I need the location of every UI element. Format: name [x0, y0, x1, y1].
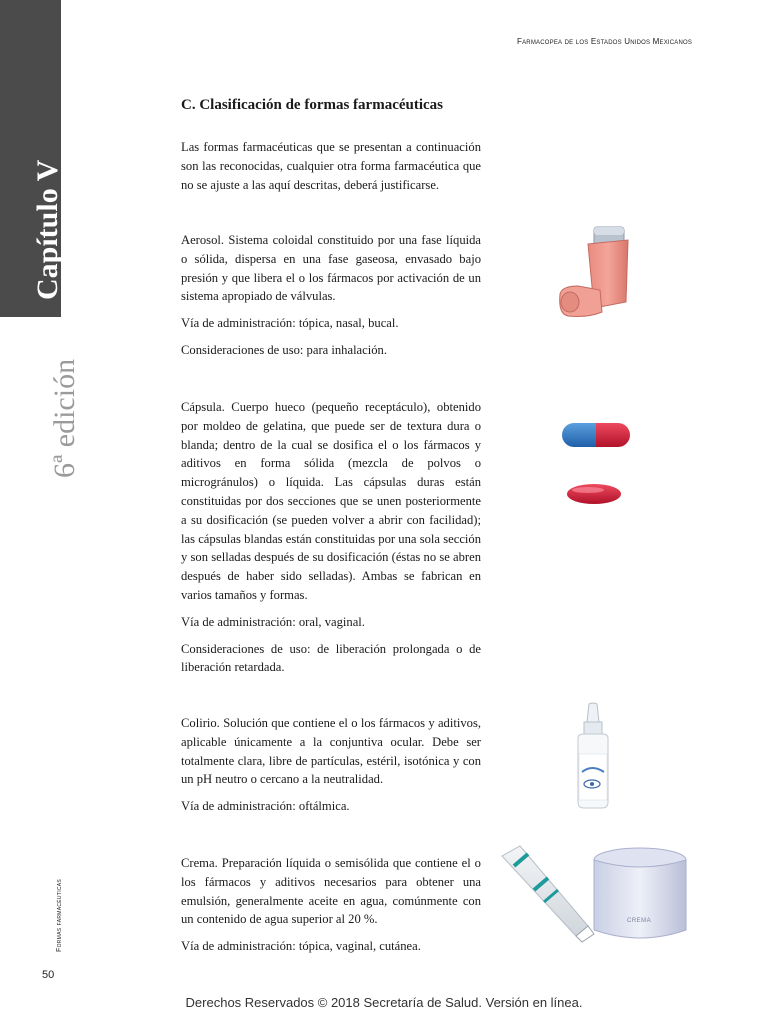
entry-consideraciones: Consideraciones de uso: de liberación prolongada o de liberación retardada.	[181, 641, 481, 675]
intro-paragraph: Las formas farmacéuticas que se presentan a continuación son las reconocidas, cualquier otra forma farmacéutica que no se ajuste a las aquí descritas, deberá justificarse.	[181, 140, 481, 192]
running-head: Farmacopea de los Estados Unidos Mexicanos	[517, 37, 693, 46]
entry-capsula	[181, 398, 481, 677]
page-number: 50	[42, 969, 55, 981]
entry-via: Vía de administración: oftálmica.	[181, 799, 350, 814]
entry-definition	[181, 231, 481, 306]
entry-term: Colirio.	[181, 716, 220, 730]
intro-block	[181, 138, 481, 194]
entry-aerosol	[181, 231, 481, 360]
entry-term: Crema.	[181, 856, 218, 870]
entry-term: Aerosol.	[181, 233, 225, 247]
cream-tube-and-jar-image	[500, 842, 688, 948]
entry-text: Preparación líquida o semisólida que contiene el o los fármacos y aditivos necesarios para obtener una emulsión, generalmente aceite en agua, comúnmente con un contenido de agua superior al 20 %.	[181, 856, 481, 927]
edition-label: 6ª edición	[48, 358, 81, 478]
section-side-label: Formas farmacéuticas	[56, 878, 63, 952]
entry-colirio	[181, 714, 481, 816]
chapter-label: Capítulo V	[31, 159, 64, 300]
entry-definition	[181, 714, 481, 789]
entry-via: Vía de administración: oral, vaginal.	[181, 614, 365, 629]
entry-definition	[181, 398, 481, 605]
section-title: C. Clasificación de formas farmacéuticas	[181, 97, 444, 113]
entry-via: Vía de administración: tópica, nasal, bucal.	[181, 316, 399, 331]
aerosol-inhaler-image	[548, 222, 648, 326]
entry-via: Vía de administración: tópica, vaginal, cutánea.	[181, 939, 421, 954]
entry-definition	[181, 854, 481, 929]
entry-crema	[181, 854, 481, 956]
entry-text: Cuerpo hueco (pequeño receptáculo), obtenido por moldeo de gelatina, que puede ser de textura dura o blanda; dentro de la cual se dosifica el o los fármacos y aditivos en forma sólida (mezcla de polvos o microgránulos) o líquida. Las cápsulas duras están constituidas por dos secciones que se unen posteriormente a su dosificación (se pueden volver a abrir con facilidad); las cápsulas blandas están constituidas por una sola sección y son selladas después de su dosificación (éstas no se abren después de haber sido selladas). Ambas se fabrican en varios tamaños y formas.	[181, 400, 481, 602]
entry-term: Cápsula.	[181, 400, 225, 414]
eye-drop-bottle-image	[570, 702, 616, 810]
entry-consideraciones: Consideraciones de uso: para inhalación.	[181, 342, 387, 357]
capsules-image	[558, 415, 636, 513]
entry-text: Sistema coloidal constituido por una fase líquida o sólida, dispersa en una fase gaseosa, envasado bajo presión y que libera el o los fármacos por activación de un sistema apropiado de válvulas.	[181, 233, 482, 304]
jar-label: CREMA	[627, 918, 652, 924]
entry-text: Solución que contiene el o los fármacos y aditivos, aplicable únicamente a la conjuntiva ocular. Debe ser totalmente clara, libre de partículas, estéril, isotónica y con un pH neutro o cercano a la neutralidad.	[181, 716, 481, 787]
footer-copyright: Derechos Reservados © 2018 Secretaría de Salud. Versión en línea.	[185, 995, 583, 1010]
